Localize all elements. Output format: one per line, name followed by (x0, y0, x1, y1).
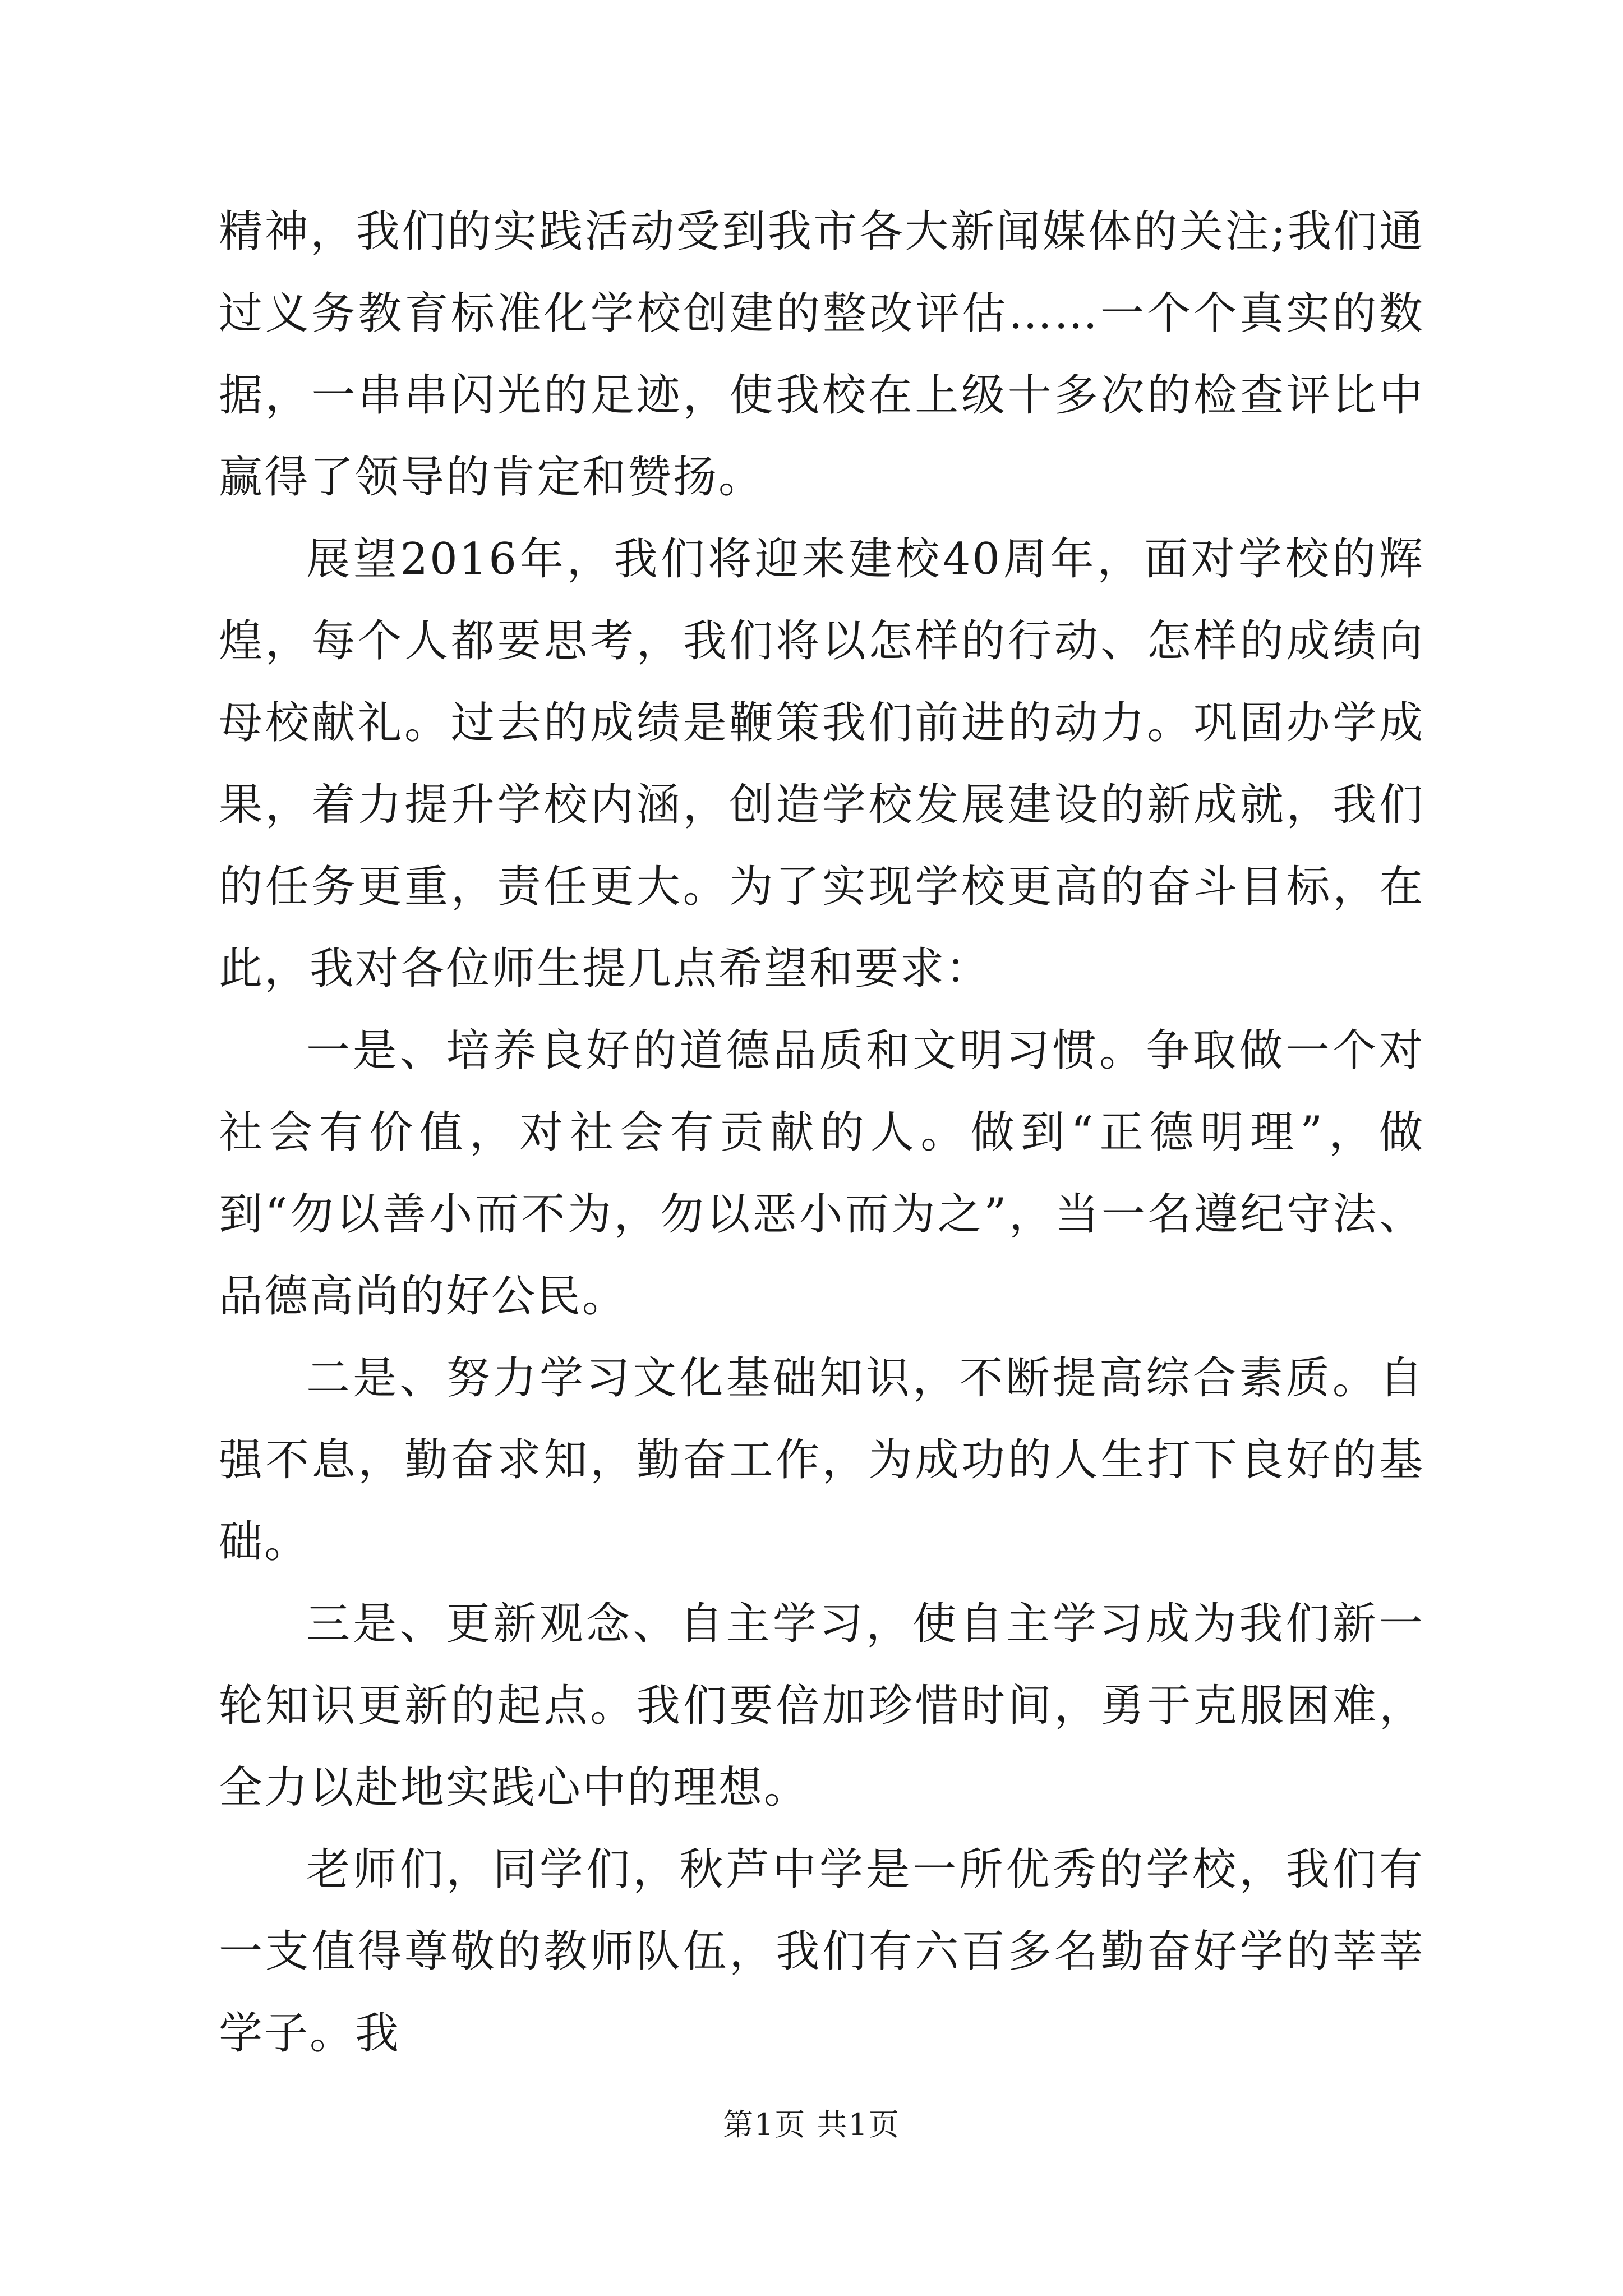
page-footer: 第1页 共1页 (723, 2107, 900, 2142)
paragraph-requirement-1: 一是、培养良好的道德品质和文明习惯。争取做一个对社会有价值，对社会有贡献的人。做到“正德明理”，做到“勿以善小而不为，勿以恶小而为之”，当一名遵纪守法、品德高尚的好公民。 (219, 1025, 1424, 1322)
paragraph-closing: 老师们，同学们，秋芦中学是一所优秀的学校，我们有一支值得尊敬的教师队伍，我们有六百多名勤奋好学的莘莘学子。我 (219, 1844, 1424, 2059)
document-body (219, 191, 1424, 2074)
paragraph-requirement-3: 三是、更新观念、自主学习，使自主学习成为我们新一轮知识更新的起点。我们要倍加珍惜时间，勇于克服困难，全力以赴地实践心中的理想。 (219, 1599, 1424, 1813)
paragraph-requirement-2: 二是、努力学习文化基础知识，不断提高综合素质。自强不息，勤奋求知，勤奋工作，为成功的人生打下良好的基础。 (219, 1353, 1424, 1567)
paragraph-outlook-2016: 展望2016年，我们将迎来建校40周年，面对学校的辉煌，每个人都要思考，我们将以怎样的行动、怎样的成绩向母校献礼。过去的成绩是鞭策我们前进的动力。巩固办学成果，着力提升学校内涵，创造学校发展建设的新成就，我们的任务更重，责任更大。为了实现学校更高的奋斗目标，在此，我对各位师生提几点希望和要求： (219, 534, 1424, 994)
paragraph-continued: 精神，我们的实践活动受到我市各大新闻媒体的关注;我们通过义务教育标准化学校创建的整改评估……一个个真实的数据，一串串闪光的足迹，使我校在上级十多次的检查评比中赢得了领导的肯定和赞扬。 (219, 206, 1424, 503)
